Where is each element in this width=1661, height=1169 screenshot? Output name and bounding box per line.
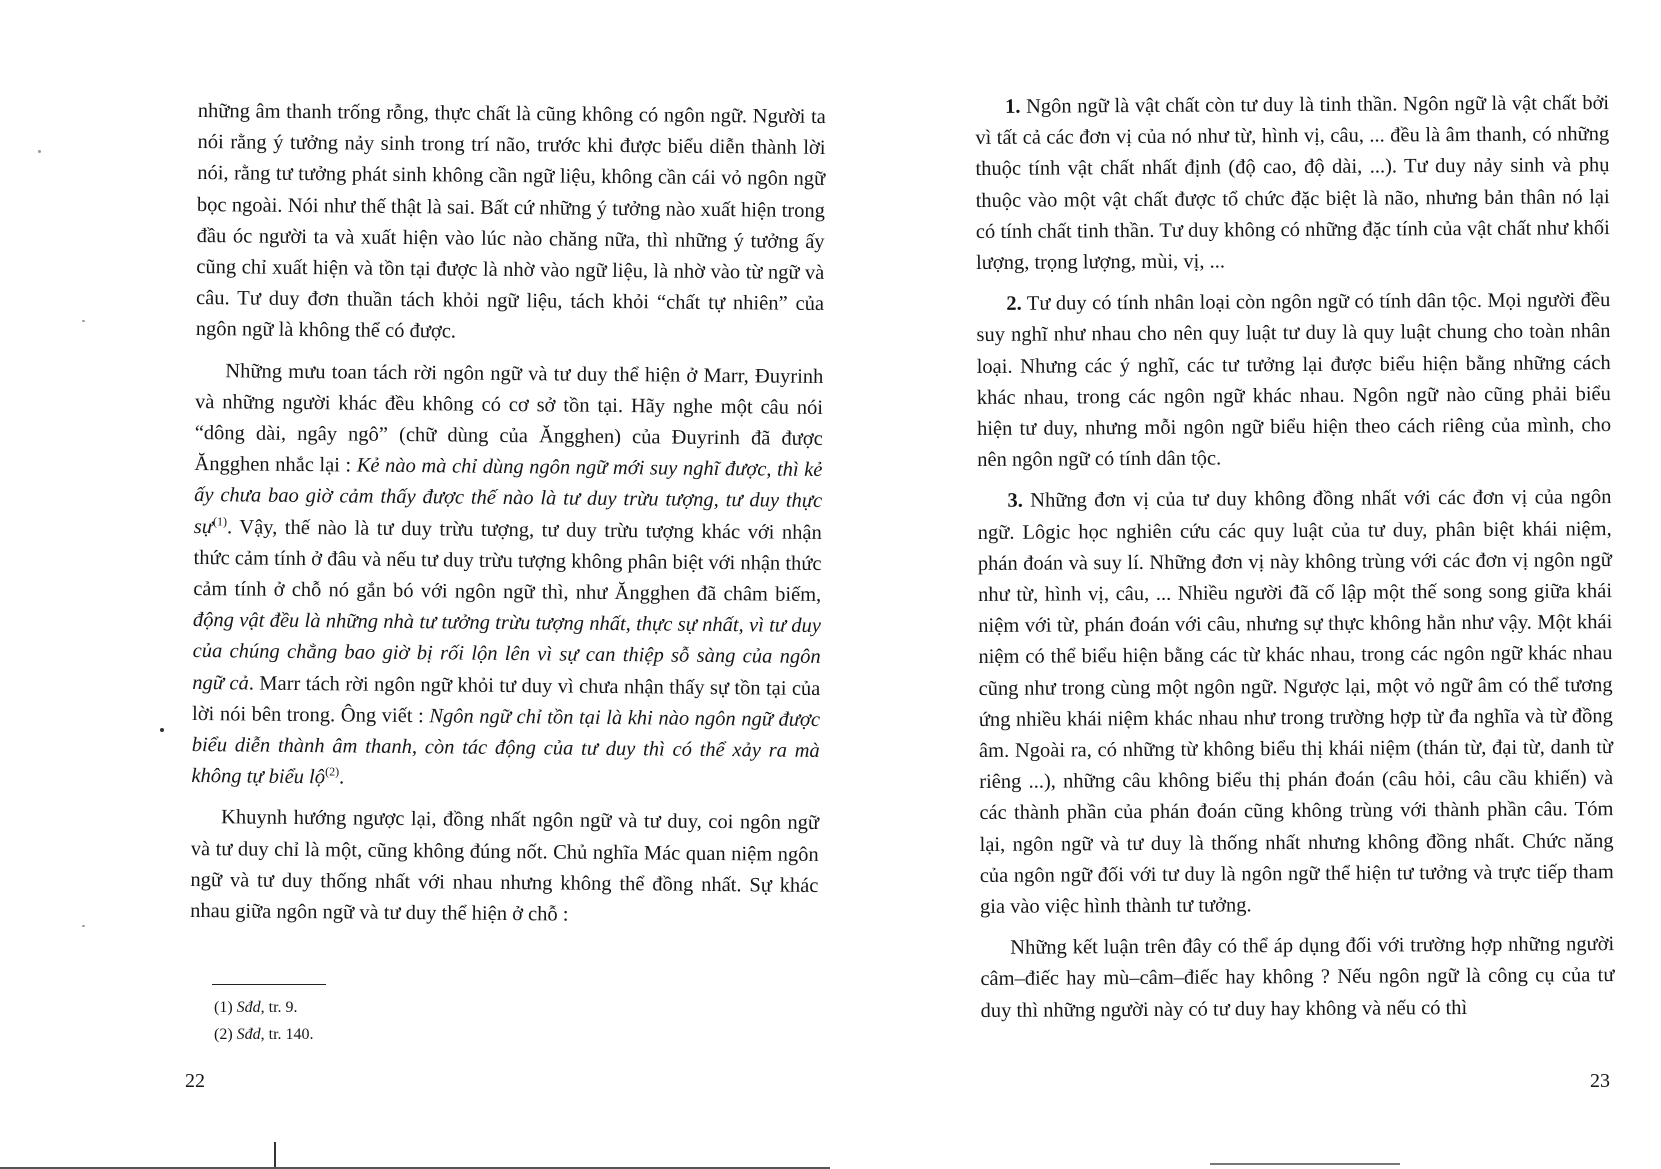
paragraph	[190, 802, 819, 933]
text-run: Kẻ nào mà chỉ dùng ngôn ngữ mới suy nghĩ được, thì kẻ ấy chưa bao giờ cảm thấy được thế nào là tư duy trừu tượng, tư duy thực sự	[193, 454, 823, 538]
scan-speck	[38, 150, 41, 153]
footnote-ref: (1)	[213, 513, 228, 529]
footnote-source: Sđd	[236, 1026, 261, 1043]
text-run: động vật đều là những nhà tư tưởng trừu tượng nhất, thực sự nhất, vì tư duy của chúng chẳng bao giờ bị rối lộn lên vì sự can thiệp sỗ sàng của ngôn ngữ cả	[192, 609, 822, 695]
scan-speck	[82, 320, 85, 322]
text-run: Những đơn vị của tư duy không đồng nhất với các đơn vị của ngôn ngữ. Lôgic học nghiên cứu các quy luật của tư duy, phân biệt khái niệm, phán đoán và suy lí. Những đơn vị này không trùng với các đơn vị ngôn ngữ như từ, hình vị, câu, ... Nhiều người đã cố lập một thế song song giữa khái niệm với từ, phán đoán với câu, nhưng sự thực không hẳn như vậy. Một khái niệm có thể biểu hiện bằng các từ khác nhau, trong các ngôn ngữ khác nhau cũng như trong cùng một ngôn ngữ. Ngược lại, một vỏ ngữ âm có thể tương ứng nhiều khái niệm khác nhau như trong trường hợp từ đa nghĩa và từ đồng âm. Ngoài ra, có những từ không biểu thị khái niệm (thán từ, đại từ, danh từ riêng ...), những câu không biểu thị phán đoán (câu hỏi, câu cầu khiến) và các thành phần của phán đoán cũng không trùng với thành phần câu. Tóm lại, ngôn ngữ và tư duy là thống nhất nhưng không đồng nhất. Chức năng của ngôn ngữ đối với tư duy là ngôn ngữ thể hiện tư tưởng và trực tiếp tham gia vào việc hình thành tư tưởng.	[977, 486, 1614, 919]
scan-artifact-line	[274, 1142, 276, 1169]
footnote-page: , tr. 9.	[260, 999, 298, 1016]
text-run: Ngôn ngữ chỉ tồn tại là khi nào ngôn ngữ được biểu diễn thành âm thanh, còn tác động của tư duy thì có thể xảy ra mà không tự biểu lộ	[191, 705, 821, 789]
footnote-ref: (2)	[325, 764, 340, 779]
text-run: Ngôn ngữ là vật chất còn tư duy là tinh thần. Ngôn ngữ là vật chất bởi vì tất cả các đơn vị của nó như từ, hình vị, câu, ... đều là âm thanh, có những thuộc tính vật chất nhất định (độ cao, độ dài, ...). Tư duy nảy sinh và phụ thuộc vào một vật chất được tổ chức đặc biệt là não, nhưng bản thân nó lại có tính chất tinh thần. Tư duy không có những đặc tính của vật chất như khối lượng, trọng lượng, mùi, vị, ...	[975, 92, 1610, 275]
footnote-number: (1)	[214, 999, 237, 1016]
footnote	[214, 1021, 314, 1048]
text-run: Những mưu toan tách rời ngôn ngữ và tư duy thể hiện ở Marr, Đuyrinh và những người khác đều không có cơ sở tồn tại. Hãy nghe một câu nói “dông dài, ngây ngô” (chữ dùng của Ăngghen) của Đuyrinh đã được Ăngghen nhắc lại :	[194, 359, 824, 477]
text-run: những âm thanh trống rỗng, thực chất là cũng không có ngôn ngữ. Người ta nói rằng ý tưởng nảy sinh trong trí não, trước khi được biểu diễn thành lời nói, rằng tư tưởng phát sinh không cần ngữ liệu, không cần cái vỏ ngôn ngữ bọc ngoài. Nói như thế thật là sai. Bất cứ những ý tưởng nào xuất hiện trong đầu óc người ta và xuất hiện vào lúc nào chăng nữa, thì những ý tưởng ấy cũng chỉ xuất hiện và tồn tại được là nhờ vào ngữ liệu, là nhờ vào từ ngữ và câu. Tư duy đơn thuần tách khỏi ngữ liệu, tách khỏi “chất tự nhiên” của ngôn ngữ là không thể có được.	[195, 99, 826, 343]
paragraph	[975, 88, 1610, 279]
paragraph	[196, 96, 826, 352]
page-number-right: 23	[1590, 1070, 1610, 1092]
footnote-page: , tr. 140.	[260, 1026, 314, 1043]
text-run: .	[338, 766, 345, 789]
right-page-body	[975, 88, 1615, 1037]
scan-edge-bottom-right	[1210, 1163, 1400, 1165]
left-page	[0, 0, 830, 1169]
text-run: . Marr tách rời ngôn ngữ khỏi tư duy vì chưa nhận thấy sự tồn tại của lời nói bên trong. Ông viết :	[191, 672, 821, 728]
text-run: 3.	[1007, 490, 1023, 513]
paragraph	[976, 285, 1611, 476]
scan-speck	[82, 925, 85, 927]
paragraph	[191, 356, 823, 799]
footnote-source: Sđd	[236, 999, 261, 1016]
text-run: 1.	[1005, 95, 1021, 118]
text-run: Tư duy có tính nhân loại còn ngôn ngữ có tính dân tộc. Mọi người đều suy nghĩ như nhau cho nên quy luật tư duy là quy luật chung cho toàn nhân loại. Nhưng các ý nghĩ, các tư tưởng lại được biểu hiện bằng những cách khác nhau, trong các ngôn ngữ khác nhau. Ngôn ngữ nào cũng phải biểu hiện tư duy, nhưng mỗi ngôn ngữ biểu hiện theo cách riêng của mình, cho nên ngôn ngữ có tính dân tộc.	[976, 289, 1612, 472]
paragraph	[980, 929, 1615, 1026]
right-page	[830, 0, 1661, 1169]
paragraph	[977, 483, 1614, 924]
footnotes	[214, 994, 314, 1048]
text-run: Những kết luận trên đây có thể áp dụng đối với trường hợp những người câm–điếc hay mù–câm–điếc hay không ? Nếu ngôn ngữ là công cụ của tư duy thì những người này có tư duy hay không và nếu có thì	[980, 933, 1615, 1022]
text-run: Khuynh hướng ngược lại, đồng nhất ngôn ngữ và tư duy, coi ngôn ngữ và tư duy chỉ là một, cũng không đúng nốt. Chủ nghĩa Mác quan niệm ngôn ngữ và tư duy thống nhất với nhau nhưng không thể đồng nhất. Sự khác nhau giữa ngôn ngữ và tư duy thể hiện ở chỗ :	[190, 806, 820, 926]
footnote-rule	[212, 984, 326, 985]
text-run: 2.	[1006, 292, 1022, 316]
scan-speck	[160, 728, 164, 732]
left-page-body	[190, 96, 826, 943]
text-run: . Vậy, thế nào là tư duy trừu tượng, tư duy trừu tượng khác với nhận thức cảm tính ở đâu và nếu tư duy trừu tượng không phân biệt với nhận thức cảm tính ở chỗ nó gắn bó với ngôn ngữ thì, như Ăngghen đã châm biếm,	[193, 515, 822, 607]
page-number-left: 22	[185, 1070, 205, 1092]
footnote	[214, 994, 314, 1021]
footnote-number: (2)	[214, 1026, 237, 1043]
